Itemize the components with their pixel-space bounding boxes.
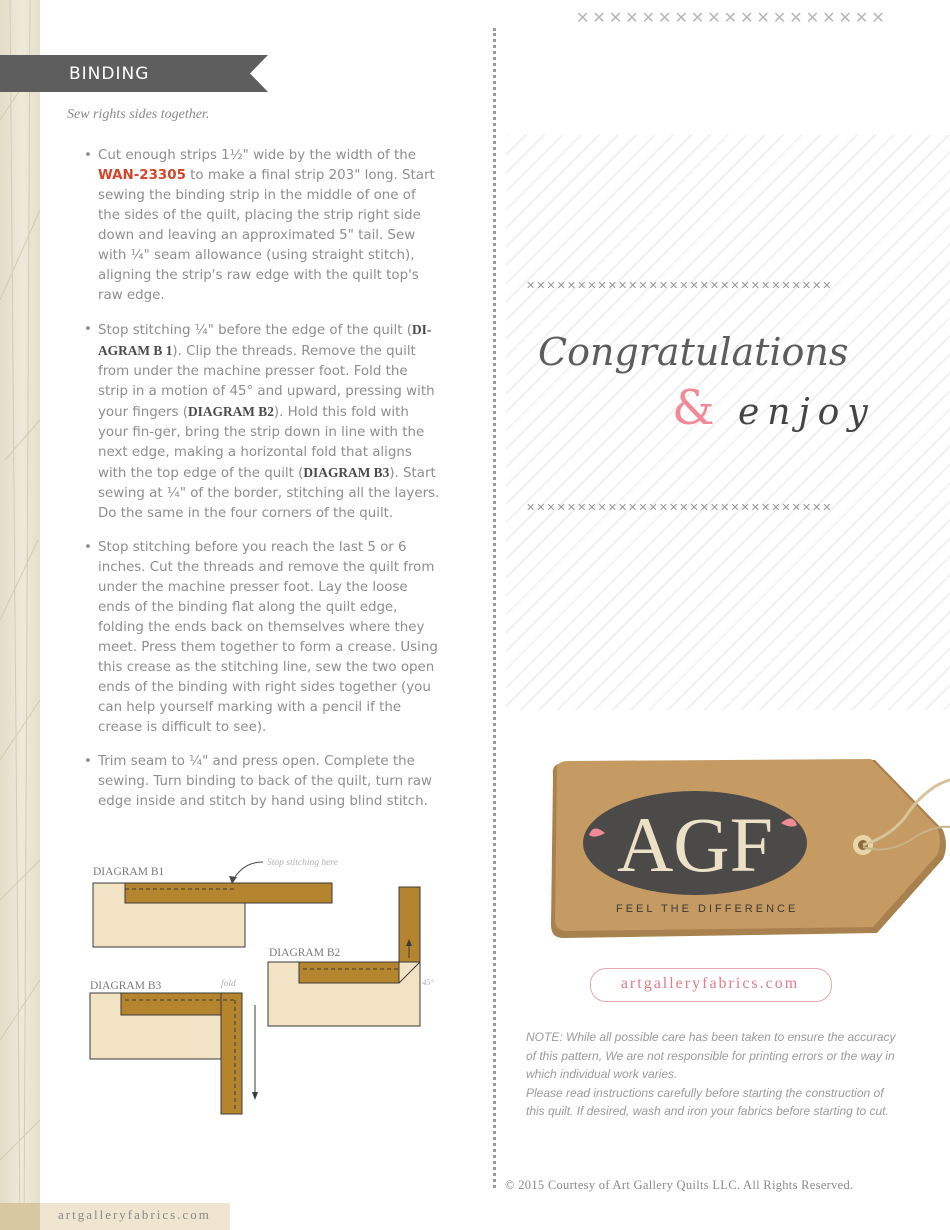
ampersand: & bbox=[672, 380, 715, 436]
diagram-b3-strip-down bbox=[221, 993, 242, 1114]
diagram-b1-label: DIAGRAM B1 bbox=[93, 866, 165, 878]
top-stitch-border: ✕✕✕✕✕✕✕✕✕✕✕✕✕✕✕✕✕✕✕ bbox=[576, 10, 888, 27]
intro-text: Sew rights sides together. bbox=[67, 107, 210, 122]
striped-panel bbox=[506, 135, 950, 710]
binding-diagrams bbox=[85, 850, 445, 1125]
congratulations-heading: Congratulations bbox=[538, 330, 849, 374]
agf-logo-text: AGF bbox=[616, 801, 774, 888]
agf-logo-tag bbox=[545, 755, 950, 945]
disclaimer-note: NOTE: While all possible care has been taken to ensure the accuracy of this pattern, We are not responsible for printing errors or the way in which individual work varies. Please read instructions carefully before starting the construction of this quilt. If desired, wash and iron your fabrics before starting to cut. bbox=[526, 1030, 896, 1118]
list-item: • Stop stitching ¼" before the edge of the quilt (DI-AGRAM B 1). Clip the threads. Remove the quilt from under the machine presser foot. Fold the strip in a motion of 45° and upward, pressing with your fingers (DIAGRAM B2). Hold this fold with your fin-ger, bring the strip down in line with the next edge, making a horizontal fold that aligns with the top edge of the quilt (DIAGRAM B3). Start sewing at ¼" of the border, stitching all the layers. Do the same in the four corners of the quilt. bbox=[84, 320, 440, 524]
enjoy-text: enjoy bbox=[738, 392, 876, 433]
diagram-b1-strip bbox=[125, 883, 332, 903]
diagram-b3-note: fold bbox=[221, 979, 236, 989]
list-item: • Cut enough strips 1½" wide by the width of the WAN-23305 to make a final strip 203" long. Start sewing the binding strip in the middle of one of the sides of the quilt, placing the strip right side down and leaving an approximated 5" tail. Sew with ¼" seam allowance (using straight stitch), aligning the strip's raw edge with the quilt top's raw edge. bbox=[84, 146, 440, 306]
fabric-texture-strip bbox=[0, 0, 40, 1230]
diagram-b2-angle: 45° bbox=[422, 977, 434, 987]
list-item: • Stop stitching before you reach the last 5 or 6 inches. Cut the threads and remove the quilt from under the machine presser foot. Lay the loose ends of the binding flat along the quilt edge, folding the ends back on themselves where they meet. Press them together to form a crease. Using this crease as the stitching line, sew the two open ends of the binding with right sides together (you can help yourself marking with a pencil if the crease is difficult to see). bbox=[84, 538, 440, 738]
copyright-text: © 2015 Courtesy of Art Gallery Quilts LLC. All Rights Reserved. bbox=[505, 1178, 854, 1192]
footer-url[interactable]: artgalleryfabrics.com bbox=[58, 1207, 211, 1222]
diagram-ref: DIAGRAM B2 bbox=[188, 404, 274, 419]
diagram-ref: DI-AGRAM B 1 bbox=[98, 322, 432, 358]
section-title: BINDING bbox=[69, 64, 150, 84]
tag-tagline: FEEL THE DIFFERENCE bbox=[616, 903, 799, 915]
list-item: • Trim seam to ¼" and press open. Complete the sewing. Turn binding to back of the quilt, turn raw edge inside and stitch by hand using blind stitch. bbox=[84, 752, 440, 812]
footer-fabric-strip bbox=[0, 1203, 40, 1230]
column-divider bbox=[493, 28, 496, 1188]
instruction-list bbox=[84, 146, 440, 826]
website-url[interactable]: artgalleryfabrics.com bbox=[620, 975, 800, 992]
diagram-b2-label: DIAGRAM B2 bbox=[269, 947, 341, 959]
diagram-ref: DIAGRAM B3 bbox=[303, 465, 390, 480]
fabric-code: WAN-23305 bbox=[98, 168, 186, 183]
diagram-b1-note: Stop stitching here bbox=[267, 858, 338, 868]
stitch-line-top: ✕✕✕✕✕✕✕✕✕✕✕✕✕✕✕✕✕✕✕✕✕✕✕✕✕✕✕✕✕✕ bbox=[526, 280, 833, 292]
diagram-b3-label: DIAGRAM B3 bbox=[90, 980, 162, 992]
stitch-line-bottom: ✕✕✕✕✕✕✕✕✕✕✕✕✕✕✕✕✕✕✕✕✕✕✕✕✕✕✕✕✕✕ bbox=[526, 502, 833, 514]
